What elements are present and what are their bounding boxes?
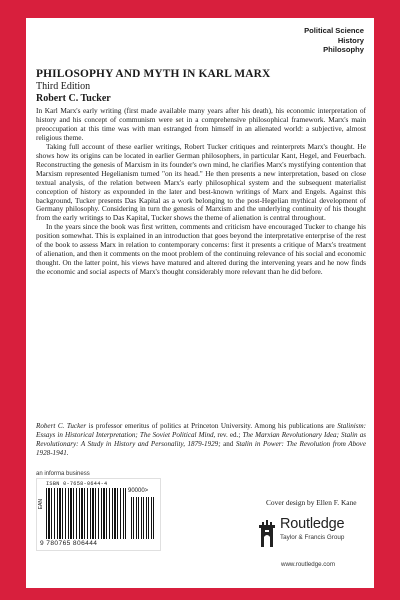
bio-author-name: Robert C. Tucker [36, 422, 87, 430]
bio-text-3: and [220, 439, 236, 448]
bio-text-2: rev. ed.; [215, 430, 243, 439]
category-philosophy: Philosophy [323, 45, 364, 55]
informa-tagline: an informa business [36, 471, 90, 477]
isbn-barcode [36, 478, 161, 551]
routledge-tower-icon [258, 518, 276, 548]
bio-books-2: The Marxian Revolutionary Idea; Stalin as Revolutionary: A Study in History and Personality, 1879-1929; [36, 430, 367, 448]
publisher-group: Taylor & Francis Group [280, 534, 345, 541]
book-title: PHILOSOPHY AND MYTH IN KARL MARX [36, 68, 271, 80]
barcode-addon-bars [131, 497, 156, 539]
blurb-paragraph-2: Taking full account of these earlier writings, Robert Tucker critiques and reinterprets Marx's thought. He shows how its origins can be located in earlier German philosophers, in particular Kant, Hegel, and Feuerbach. Reconstructing the genesis of Marxism in its founder's own mind, he clarifies Marx's mystifying contention that Marxism represented Hegelianism turned "on its head." He then presents a new interpretation, based on close textual analysis, of the relation between Marx's early philosophical system and the subsequent materialist conception of history as expounded in the later and best-known writings of Marx and Engels. Against this background, Tucker presents Das Kapital as a work belonging to the post-Hegelian mythical development of Germany philosophy. Considering in turn the genesis of Marxism and the underlying continuity of his thought from the early writings to Das Kapital, Tucker shows the theme of alienation is central throughout. [36, 141, 366, 223]
blurb-text [36, 107, 366, 277]
routledge-logo [258, 516, 368, 556]
barcode-bars [46, 488, 126, 539]
bio-books-1: Stalinism: Essays in Historical Interpretation; The Soviet Political Mind, [36, 422, 366, 439]
back-cover-panel [26, 18, 374, 588]
category-history: History [337, 35, 364, 45]
isbn-top-text: ISBN 0-7658-0644-4 [46, 481, 108, 487]
ean-label: EAN [38, 499, 44, 510]
subject-categories [304, 26, 364, 55]
author-bio [36, 422, 366, 458]
cover-design-credit: Cover design by Ellen F. Kane [266, 498, 357, 507]
publisher-website: www.routledge.com [281, 561, 335, 568]
bio-text-1: is professor emeritus of politics at Princeton University. Among his publications are [86, 422, 338, 430]
book-author: Robert C. Tucker [36, 93, 111, 104]
publisher-name: Routledge [280, 516, 345, 532]
isbn-bottom-number: 9 780765 806444 [40, 540, 98, 547]
bio-books-3: Stalin in Power: The Revolution from Above 1928-1941. [36, 439, 366, 457]
book-edition: Third Edition [36, 81, 91, 92]
category-political-science: Political Science [304, 26, 364, 35]
blurb-paragraph-3: In the years since the book was first written, comments and criticism have encouraged Tucker to change his position somewhat. This is explained in an introduction that goes beyond the interpretative enterprise of the rest of the book to assess Marx in relation to contemporary concerns: first it presents a critique of Marx's treatment of alienation, and then it comments on the moot problem of the continuing relevance of his social and economic thought. On the latter point, his views have matured and altered during the intervening years and he now finds the economic and social aspects of Marx's thought considerably more relevant than he did before. [36, 222, 366, 277]
blurb-paragraph-1: In Karl Marx's early writing (first made available many years after his death), his economic interpretation of history and his concept of communism were set in a comprehensive philosophical framework. Marx's main preoccupation at this time was with man estranged from himself in an alienated world: a subjective, almost religious theme. [36, 106, 366, 142]
barcode-addon-number: 90000> [128, 488, 149, 494]
